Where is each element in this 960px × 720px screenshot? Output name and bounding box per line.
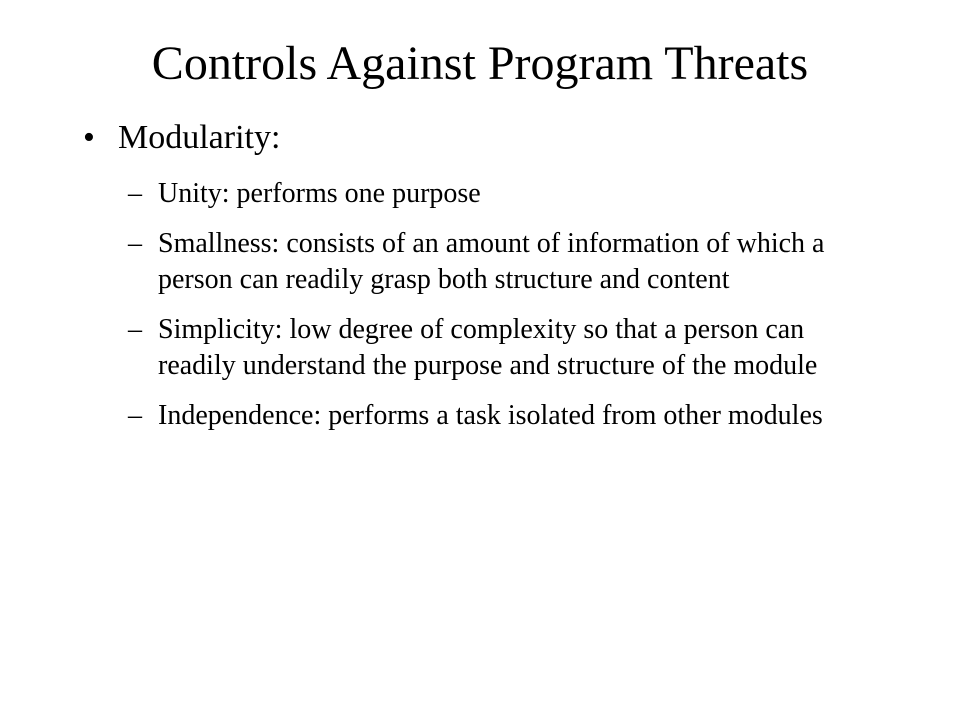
sub-bullet-list (128, 176, 878, 448)
sub-item-text: Unity: performs one purpose (158, 178, 481, 209)
bullet-text: Modularity: (118, 119, 281, 156)
sub-item-independence (128, 398, 878, 434)
dash-icon: – (128, 228, 142, 259)
dash-icon: – (128, 178, 142, 209)
sub-item-simplicity (128, 312, 878, 384)
bullet-dot-icon: • (83, 119, 95, 156)
sub-item-text: Smallness: consists of an amount of information of which a person can readily grasp both structure and content (158, 228, 825, 295)
slide-title: Controls Against Program Threats (151, 37, 809, 90)
sub-item-smallness (128, 226, 878, 298)
dash-icon: – (128, 314, 142, 345)
dash-icon: – (128, 400, 142, 431)
sub-item-text: Independence: performs a task isolated from other modules (158, 400, 823, 431)
sub-item-text: Simplicity: low degree of complexity so that a person can readily understand the purpose and structure of the module (158, 314, 818, 381)
sub-item-unity (128, 176, 878, 212)
